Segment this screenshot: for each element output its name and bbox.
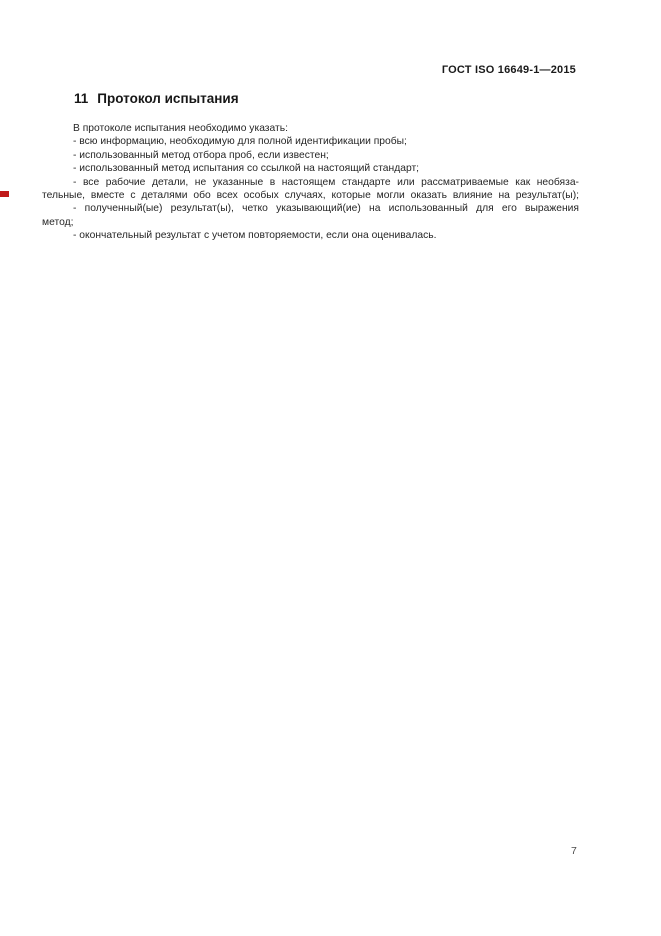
text-line: тельные, вместе с деталями обо всех особых случаях, которые могли оказать влияние на результат(ы); xyxy=(42,190,579,202)
text-line: - использованный метод отбора проб, если известен; xyxy=(73,149,329,161)
text-line: - всю информацию, необходимую для полной идентификации пробы; xyxy=(73,136,407,148)
standard-reference-header: ГОСТ ISO 16649-1—2015 xyxy=(441,64,576,76)
text-line: - использованный метод испытания со ссылкой на настоящий стандарт; xyxy=(73,163,420,175)
section-title: Протокол испытания xyxy=(97,91,239,106)
text-line: - все рабочие детали, не указанные в настоящем стандарте или рассматриваемые как необяза- xyxy=(73,176,579,188)
text-line: метод; xyxy=(42,216,74,228)
text-line: - полученный(ые) результат(ы), четко указывающий(ие) на использованный для его выражения xyxy=(73,203,579,215)
text-line: В протоколе испытания необходимо указать: xyxy=(73,123,288,134)
scan-artifact-red-mark xyxy=(0,191,9,197)
text-line: - окончательный результат с учетом повторяемости, если она оценивалась. xyxy=(73,230,437,242)
section-heading xyxy=(74,91,239,106)
body-text-block xyxy=(42,122,579,243)
page-number: 7 xyxy=(571,845,577,857)
section-number: 11 xyxy=(74,91,89,106)
